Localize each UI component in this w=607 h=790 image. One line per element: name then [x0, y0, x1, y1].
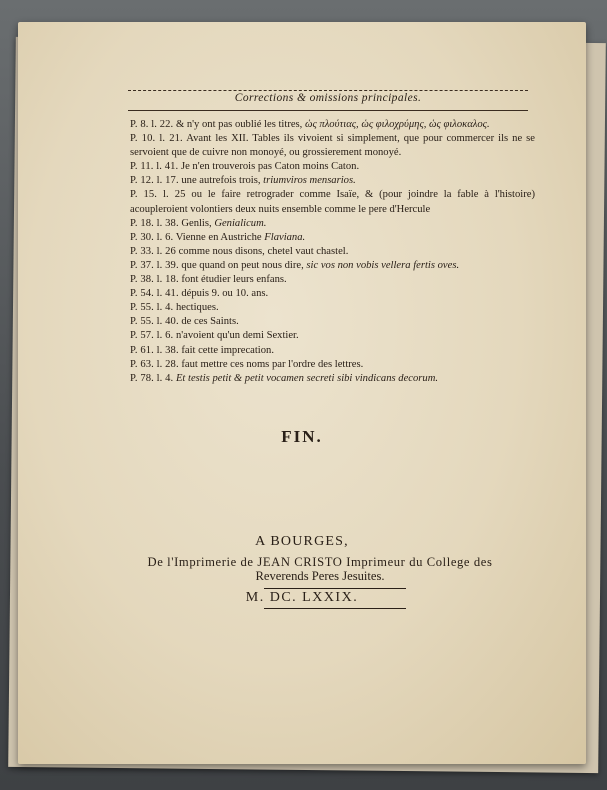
- correction-ref: P. 55. l. 40.: [130, 316, 179, 328]
- correction-text: n'avoient qu'un demi Sextier.: [175, 330, 299, 342]
- correction-text: font étudier leurs enfans.: [181, 274, 287, 286]
- correction-text: Avant les XII. Tables ils vivoient si simplement, que pour commercer ils ne se servoient que de cuivre non monoyé, ou grossierement monoyé.: [130, 133, 535, 159]
- correction-italic: Et testis petit & petit vocamen secreti sibi vindicans decorum.: [175, 372, 438, 384]
- correction-line: [130, 287, 535, 301]
- correction-ref: P. 12. l. 17.: [130, 175, 179, 187]
- correction-line: [130, 259, 535, 273]
- correction-line: [130, 132, 535, 160]
- correction-text: de ces Saints.: [181, 316, 239, 328]
- imprint-printer-line2: Reverends Peres Jesuites.: [255, 569, 385, 583]
- correction-italic: ὡς πλούτιας, ὡς φιλοχρύμης, ὡς φιλοκαλος.: [304, 119, 490, 130]
- correction-ref: P. 63. l. 28.: [130, 358, 179, 370]
- printed-page: [18, 22, 586, 764]
- imprint-printer: [140, 555, 500, 583]
- header-rule-top: [128, 90, 528, 91]
- correction-text: dépuis 9. ou 10. ans.: [181, 288, 269, 300]
- correction-text: Genlis,: [181, 217, 212, 229]
- correction-line: [130, 358, 535, 372]
- correction-text: hectiques.: [175, 302, 219, 314]
- correction-italic: Flaviana.: [264, 231, 306, 243]
- header-rule-bottom: [128, 110, 528, 111]
- correction-text: faut mettre ces noms par l'ordre des lettres.: [181, 358, 364, 370]
- correction-ref: P. 33. l. 26: [130, 245, 176, 257]
- imprint-printer-line1: De l'Imprimerie de JEAN CRISTO Imprimeur du College des: [147, 555, 493, 569]
- correction-line: [130, 188, 535, 216]
- correction-line: [130, 315, 535, 329]
- correction-line: [130, 344, 535, 358]
- correction-text: une autrefois trois,: [181, 175, 261, 187]
- page-header-title: Corrections & omissions principales.: [234, 92, 422, 104]
- correction-italic: triumviros mensarios.: [263, 175, 356, 187]
- imprint-city: A BOURGES,: [255, 534, 349, 549]
- corrections-list: [130, 118, 535, 386]
- correction-text: ou le faire retrograder comme Isaïe, & (pour joindre la fable à l'histoire) acoupleroient volontiers deux nuits ensemble comme le pere d'Hercule: [130, 189, 535, 215]
- correction-ref: P. 57. l. 6.: [130, 330, 174, 342]
- correction-ref: P. 37. l. 39.: [130, 259, 179, 271]
- correction-ref: P. 61. l. 38.: [130, 344, 179, 356]
- correction-ref: P. 15. l. 25: [130, 189, 186, 201]
- correction-ref: P. 11. l. 41.: [130, 161, 179, 173]
- fin-heading: FIN.: [281, 427, 323, 446]
- correction-text: & n'y ont pas oublié les titres,: [175, 119, 303, 130]
- correction-line: [130, 301, 535, 315]
- correction-line: [130, 245, 535, 259]
- correction-ref: P. 55. l. 4.: [130, 302, 174, 314]
- correction-italic: Genialicum.: [214, 217, 267, 229]
- correction-line: [130, 174, 535, 188]
- correction-italic: sic vos non vobis vellera fertis oves.: [306, 259, 460, 271]
- correction-text: comme nous disons, chetel vaut chastel.: [178, 245, 349, 257]
- correction-line: [130, 160, 535, 174]
- correction-ref: P. 38. l. 18.: [130, 274, 179, 286]
- correction-line: [130, 118, 535, 132]
- correction-text: fait cette imprecation.: [181, 344, 274, 356]
- year-rule-bottom: [264, 608, 406, 609]
- correction-ref: P. 18. l. 38.: [130, 217, 179, 229]
- correction-ref: P. 30. l. 6.: [130, 231, 174, 243]
- correction-line: [130, 273, 535, 287]
- correction-line: [130, 231, 535, 245]
- correction-line: [130, 217, 535, 231]
- correction-line: [130, 329, 535, 343]
- year-rule-top: [264, 588, 406, 589]
- correction-ref: P. 78. l. 4.: [130, 372, 174, 384]
- correction-text: Vienne en Austriche: [175, 231, 262, 243]
- correction-text: Je n'en trouverois pas Caton moins Caton.: [180, 161, 360, 173]
- correction-ref: P. 10. l. 21.: [130, 133, 183, 145]
- correction-text: que quand on peut nous dire,: [181, 259, 304, 271]
- correction-ref: P. 8. l. 22.: [130, 119, 174, 130]
- correction-ref: P. 54. l. 41.: [130, 288, 179, 300]
- imprint-year: M. DC. LXXIX.: [245, 590, 359, 605]
- correction-line: [130, 372, 535, 386]
